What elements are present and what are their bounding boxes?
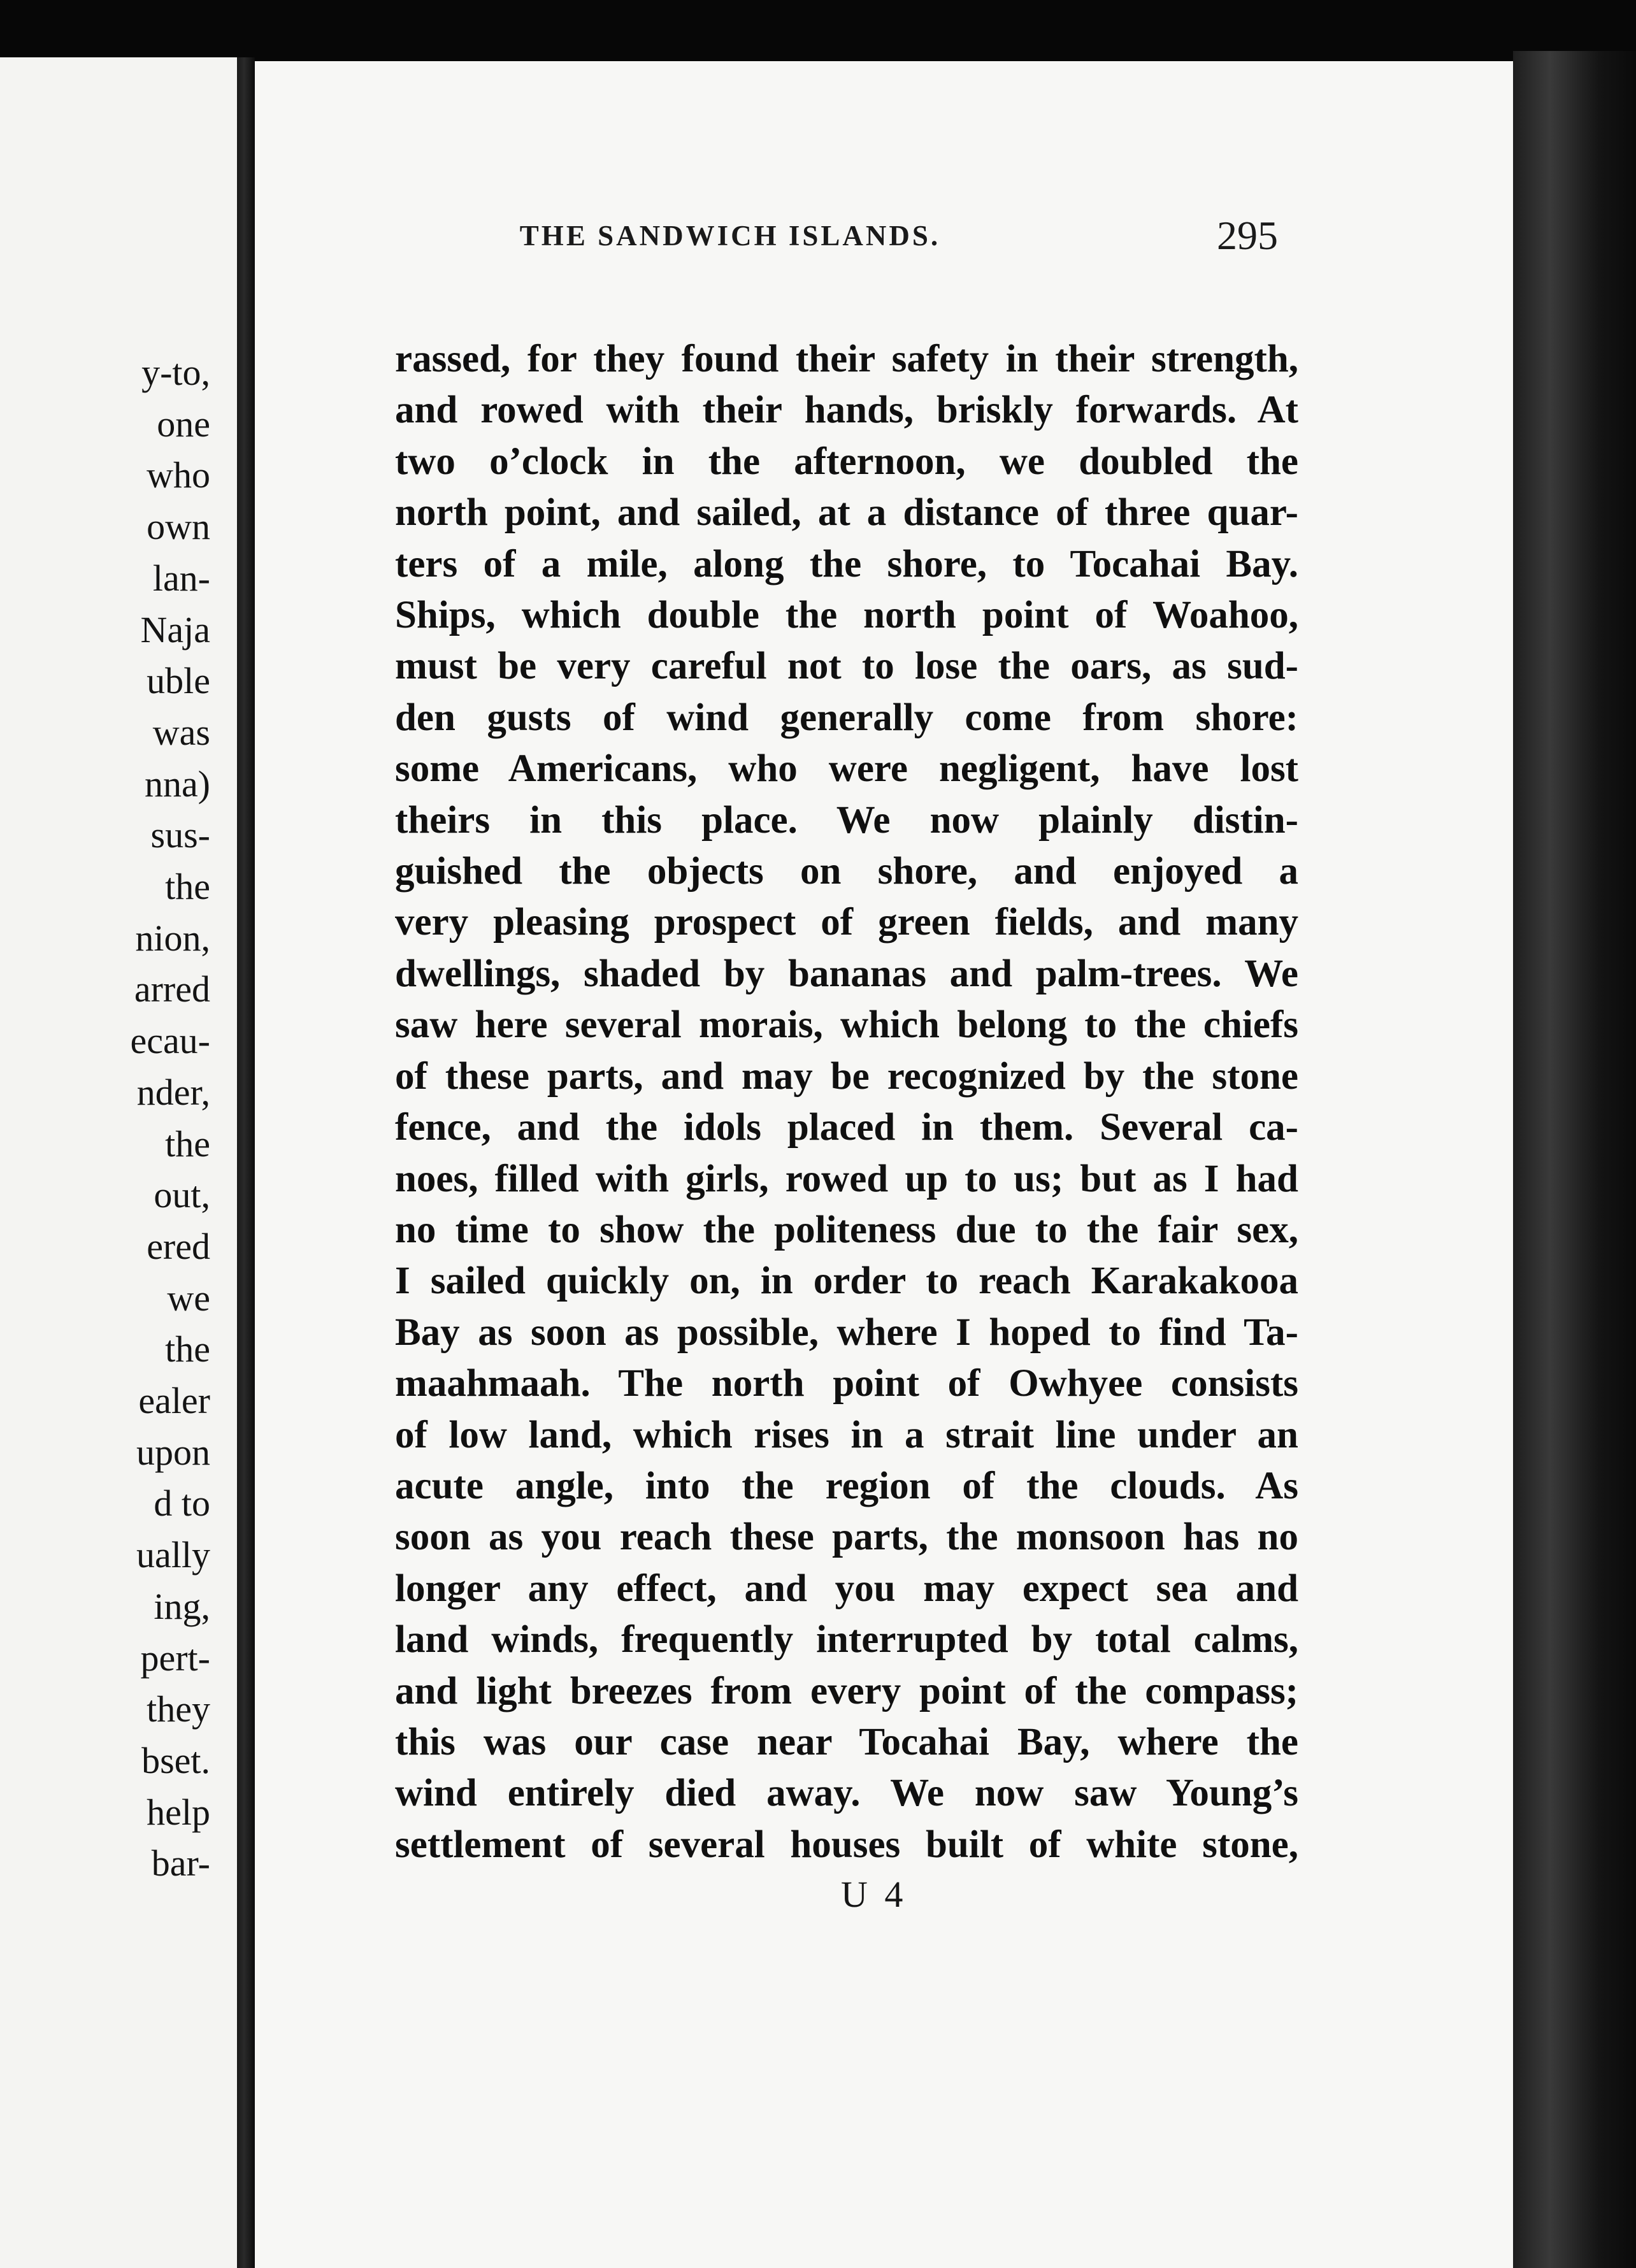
text-line: two o’clock in the afternoon, we doubled the	[395, 440, 1298, 483]
signature-mark: U 4	[841, 1874, 907, 1915]
text-line: and rowed with their hands, briskly forwards. At	[395, 389, 1298, 432]
running-title: THE SANDWICH ISLANDS.	[519, 220, 941, 252]
line-fragment: we	[167, 1277, 210, 1319]
line-fragment: pert-	[140, 1637, 210, 1679]
body-text	[395, 334, 1298, 1870]
line-fragment: upon	[136, 1431, 210, 1473]
line-fragment: nder,	[136, 1071, 210, 1113]
text-line: of these parts, and may be recognized by the stone	[395, 1054, 1298, 1098]
text-line: I sailed quickly on, in order to reach Karakakooa	[395, 1260, 1298, 1303]
line-fragment: d to	[154, 1482, 210, 1525]
line-fragment: the	[165, 1123, 210, 1165]
book-gutter	[237, 57, 255, 2268]
line-fragment: lan-	[152, 557, 210, 599]
line-fragment: uble	[147, 660, 210, 702]
text-line: settlement of several houses built of white stone,	[395, 1823, 1298, 1866]
text-line: no time to show the politeness due to the fair sex,	[395, 1208, 1298, 1251]
line-fragment: bar-	[151, 1842, 210, 1884]
text-line: noes, filled with girls, rowed up to us; but as I had	[395, 1157, 1298, 1200]
text-line: den gusts of wind generally come from shore:	[395, 696, 1298, 739]
line-fragment: bset.	[141, 1739, 210, 1781]
text-line: and light breezes from every point of the compass;	[395, 1669, 1298, 1712]
line-fragment: nion,	[135, 917, 210, 959]
text-line: saw here several morais, which belong to the chiefs	[395, 1003, 1298, 1047]
previous-page-line-fragments	[0, 347, 210, 1890]
line-fragment: ing,	[154, 1585, 210, 1627]
text-line: soon as you reach these parts, the monsoon has no	[395, 1516, 1298, 1559]
line-fragment: they	[147, 1688, 210, 1730]
text-line: fence, and the idols placed in them. Several ca-	[395, 1106, 1298, 1149]
text-line: acute angle, into the region of the clouds. As	[395, 1464, 1298, 1507]
text-line: land winds, frequently interrupted by total calms,	[395, 1618, 1298, 1662]
line-fragment: was	[152, 711, 210, 753]
text-line: Bay as soon as possible, where I hoped to find Ta-	[395, 1310, 1298, 1354]
text-line: theirs in this place. We now plainly distin-	[395, 798, 1298, 842]
line-fragment: ecau-	[130, 1020, 210, 1062]
running-head	[373, 191, 1278, 280]
line-fragment: out,	[154, 1174, 210, 1216]
line-fragment: the	[165, 866, 210, 908]
line-fragment: y-to,	[141, 352, 210, 393]
text-line: guished the objects on shore, and enjoyed a	[395, 850, 1298, 893]
line-fragment: nna)	[144, 763, 210, 805]
line-fragment: ealer	[138, 1380, 210, 1422]
line-fragment: one	[157, 403, 210, 445]
text-line: very pleasing prospect of green fields, and many	[395, 901, 1298, 944]
text-line: ters of a mile, along the shore, to Tocahai Bay.	[395, 542, 1298, 585]
line-fragment: help	[147, 1791, 210, 1833]
text-line: wind entirely died away. We now saw Young’s	[395, 1772, 1298, 1815]
text-line: maahmaah. The north point of Owhyee consists	[395, 1362, 1298, 1405]
text-line: this was our case near Tocahai Bay, where the	[395, 1720, 1298, 1763]
page-number: 295	[1217, 213, 1278, 258]
line-fragment: own	[147, 506, 210, 548]
line-fragment: who	[147, 454, 210, 496]
line-fragment: the	[165, 1328, 210, 1370]
line-fragment: ually	[136, 1534, 210, 1576]
text-line: longer any effect, and you may expect sea and	[395, 1567, 1298, 1610]
text-line: rassed, for they found their safety in their strength,	[395, 338, 1298, 380]
line-fragment: ered	[147, 1225, 210, 1267]
page-edge-shadow	[1513, 51, 1636, 2268]
line-fragment: Naja	[140, 608, 210, 650]
text-line: Ships, which double the north point of Woahoo,	[395, 594, 1298, 637]
text-line: some Americans, who were negligent, have lost	[395, 747, 1298, 791]
text-line: north point, and sailed, at a distance of three quar-	[395, 491, 1298, 535]
line-fragment: sus-	[150, 814, 210, 856]
text-line: dwellings, shaded by bananas and palm-trees. We	[395, 952, 1298, 995]
line-fragment: arred	[134, 968, 210, 1010]
text-line: of low land, which rises in a strait line under an	[395, 1413, 1298, 1456]
text-line: must be very careful not to lose the oars, as sud-	[395, 645, 1298, 688]
previous-page	[0, 57, 237, 2268]
